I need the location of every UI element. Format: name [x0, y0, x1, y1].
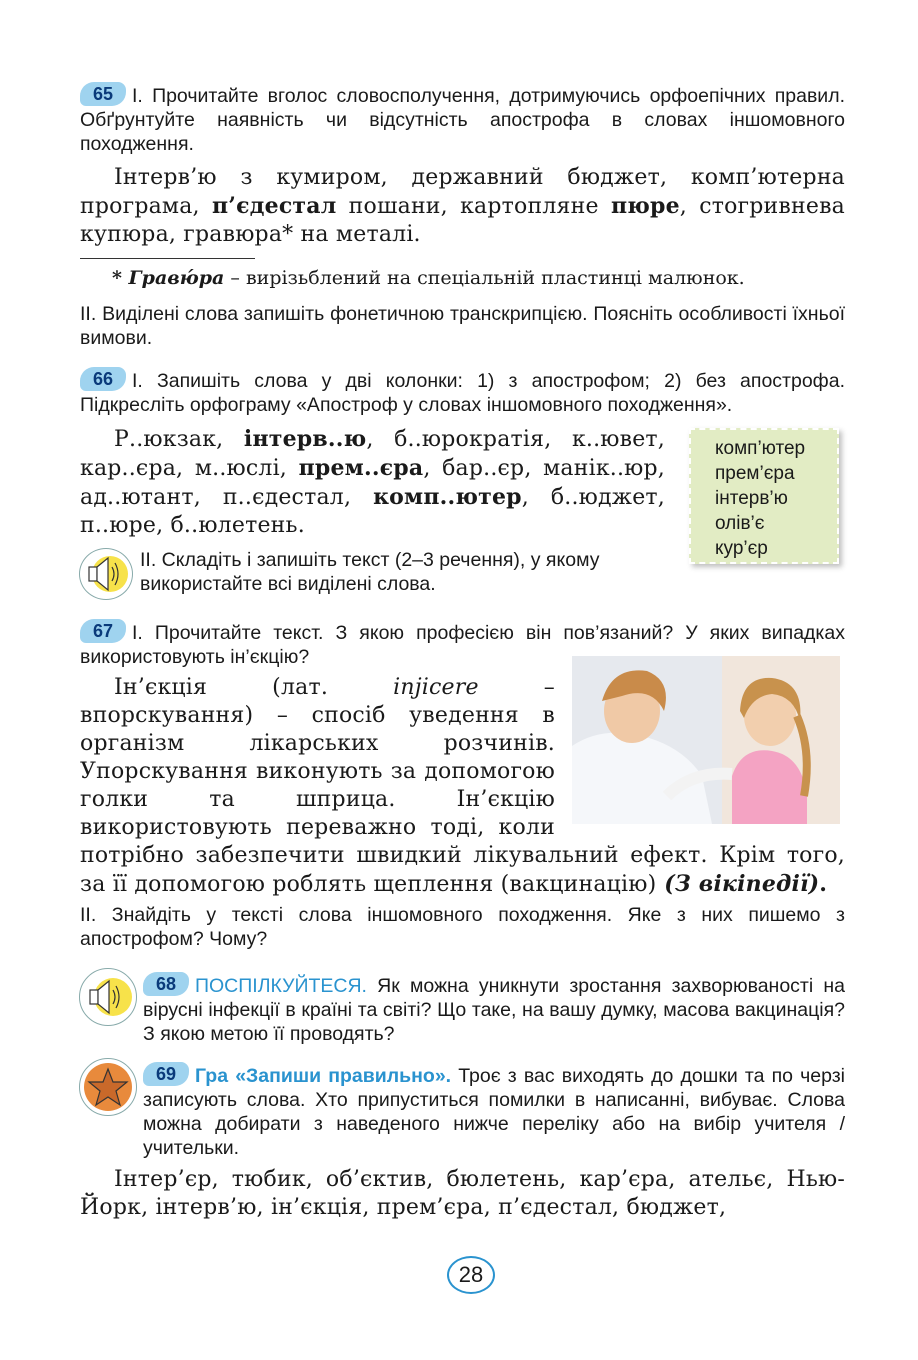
ex69-word-list-wrap	[80, 1166, 845, 1222]
hint-word: олів’є	[715, 513, 765, 534]
ex69-word-list: Інтер’єр, тюбик, об’єктив, бюлетень, кар’єра, ательє, Нью-Йорк, інтерв’ю, ін’єкція, прем’єра, п’єдестал, бюджет,	[80, 1167, 845, 1220]
speaker-icon	[79, 548, 133, 600]
hint-word: комп’ютер	[715, 438, 806, 459]
ex65-phrases	[80, 164, 845, 249]
ex67-text: Ін’єкція (лат. injicere – впорскування) – спосіб уведення в організм лікарських розчинів. Упорскування виконують за допомогою голки та шприца. Ін’єкцію використовують переважно тоді, коли потрібно забезпечити швидкий лікувальний ефект. Крім того, за її допомогою роблять щеплення (вакцинацію) (З вікіпедії).	[80, 675, 845, 897]
exercise-number-badge: 67	[80, 619, 126, 643]
hint-word: прем’єра	[715, 463, 795, 484]
ex67-paragraph	[80, 674, 845, 899]
speaker-icon	[79, 968, 137, 1026]
ex68-text: 68 ПОСПІЛКУЙТЕСЯ. Як можна уникнути зростання захворюваності на вірусні інфекції в країні та світі? Що таке, на вашу думку, масова вакцинація? З якою метою її проводять?	[143, 974, 845, 1045]
ex65-phrase-text: Інтерв’ю з кумиром, державний бюджет, комп’ютерна програма, п’єдестал пошани, картопляне пюре, стогривнева купюра, гравюра* на металі.	[80, 165, 845, 247]
ex65-instruction-2-wrap	[80, 302, 845, 350]
ex65-footnote: * Гравю́ра – вирізьблений на спеціальній пластинці малюнок.	[112, 267, 745, 289]
ex65-instruction-2: ІІ. Виділені слова запишіть фонетичною транскрипцією. Поясніть особливості їхньої вимови.	[80, 303, 845, 349]
ex66-instruction-2-wrap	[140, 548, 668, 596]
exercise-65	[80, 82, 845, 156]
ex66-instruction-1: 66 І. Запишіть слова у дві колонки: 1) з апострофом; 2) без апострофа. Підкресліть орфограму «Апостроф у словах іншомовного походження».	[80, 369, 845, 416]
ex69-text: 69 Гра «Запиши правильно». Троє з вас виходять до дошки та по черзі записують слова. Хто припуститься помилки в написанні, вибуває. Слова можна добирати з наведеного нижче переліку або на вибір учителя / учительки.	[143, 1064, 846, 1159]
ex67-instruction-2-wrap	[80, 903, 845, 951]
ex67-instruction-1: 67 І. Прочитайте текст. З якою професією він пов’язаний? У яких випадках використовують ін’єкцію?	[80, 621, 845, 668]
exercise-69	[143, 1062, 845, 1160]
exercise-number-badge: 65	[80, 82, 126, 106]
footnote-divider	[80, 258, 255, 259]
ex66-instruction-2: ІІ. Складіть і запишіть текст (2–3 речення), у якому використайте всі виділені слова.	[140, 549, 600, 595]
ex65-instruction-1: 65 І. Прочитайте вголос словосполучення, дотримуючись орфоепічних правил. Обґрунтуйте наявність чи відсутність апострофа в словах іншомовного походження.	[80, 84, 845, 155]
exercise-number-badge: 68	[143, 972, 189, 996]
hint-word: кур’єр	[715, 538, 768, 559]
hint-word: інтерв’ю	[715, 488, 788, 509]
ex67-instruction-2: ІІ. Знайдіть у тексті слова іншомовного походження. Яке з них пишемо з апострофом? Чому?	[80, 904, 845, 950]
page-number: 28	[447, 1256, 495, 1294]
photo-wrap-spacer	[555, 674, 845, 842]
word-hint-box	[689, 428, 839, 564]
exercise-66	[80, 367, 845, 417]
ex66-word-list: Р..юкзак, інтерв..ю, б..юрократія, к..ювет, кар..єра, м..юслі, прем..єра, бар..єр, манік..юр, ад..ютант, п..єдестал, комп..ютер, б..юджет, п..юре, б..юлетень.	[80, 426, 666, 538]
exercise-number-badge: 69	[143, 1062, 189, 1086]
ex66-words	[80, 425, 665, 540]
star-icon	[79, 1058, 137, 1116]
exercise-68	[143, 972, 845, 1046]
exercise-number-badge: 66	[80, 367, 126, 391]
